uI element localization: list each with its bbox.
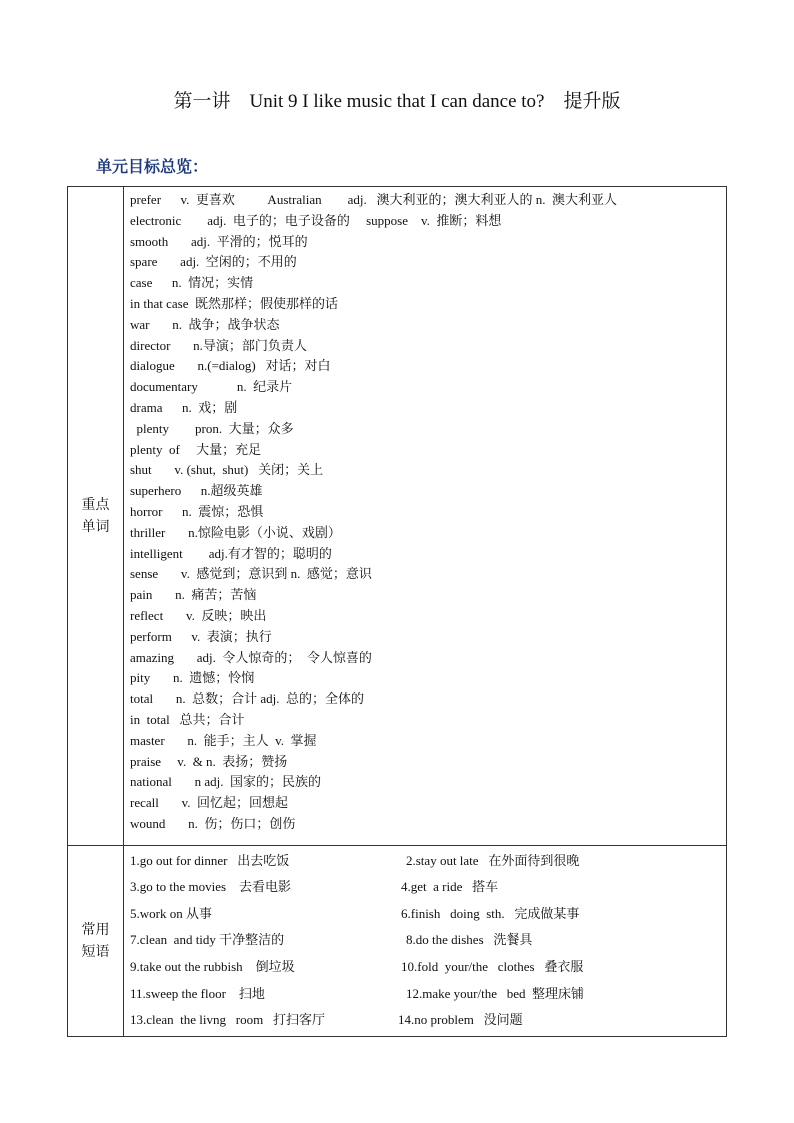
phrase-label: 常用 短语 xyxy=(68,845,124,1036)
vocab-entry: spare adj. 空闲的；不用的 xyxy=(130,254,297,270)
vocab-entry: amazing adj. 令人惊奇的； 令人惊喜的 xyxy=(130,649,372,665)
phrase-row-item xyxy=(130,901,726,928)
phrase-entry: 6.finish doing sth. 完成做某事 xyxy=(401,905,580,921)
vocab-entry: recall v. 回忆起；回想起 xyxy=(130,795,289,811)
vocab-entry: dialogue n.(=dialog) 对话；对白 xyxy=(130,358,331,374)
unit-overview-table xyxy=(67,186,727,1037)
vocab-entry: perform v. 表演；执行 xyxy=(130,628,272,644)
vocab-entry: documentary n. 纪录片 xyxy=(130,379,293,395)
phrase-entry: 7.clean and tidy 干净整洁的 xyxy=(130,932,285,948)
section-heading: 单元目标总览： xyxy=(96,157,209,176)
phrase-row-item xyxy=(130,954,726,981)
phrase-entry: 1.go out for dinner 出去吃饭 xyxy=(130,852,290,868)
phrase-entry: 10.fold your/the clothes 叠衣服 xyxy=(401,959,584,975)
phrase-row-item xyxy=(130,848,726,875)
vocab-entry: director n.导演；部门负责人 xyxy=(130,337,307,353)
phrase-list xyxy=(124,846,726,1036)
phrase-entry: 4.get a ride 搭车 xyxy=(401,879,499,895)
phrase-row xyxy=(68,845,727,1036)
vocab-entry: reflect v. 反映；映出 xyxy=(130,607,267,623)
vocab-entry: plenty pron. 大量；众多 xyxy=(130,420,294,436)
vocab-entry: in total 总共；合计 xyxy=(130,711,245,727)
vocab-entry: wound n. 伤；伤口；创伤 xyxy=(130,815,296,831)
vocab-entry: drama n. 戏；剧 xyxy=(130,399,238,415)
phrase-entry: 3.go to the movies 去看电影 xyxy=(130,879,292,895)
vocab-entry: in that case 既然那样；假使那样的话 xyxy=(130,295,338,311)
vocab-entry: electronic adj. 电子的；电子设备的 suppose v. 推断；料想 xyxy=(130,212,502,228)
phrase-row-item xyxy=(130,927,726,954)
vocab-label: 重点 单词 xyxy=(68,187,124,846)
phrase-entry: 12.make your/the bed 整理床铺 xyxy=(406,985,584,1001)
vocab-entry: praise v. & n. 表扬；赞扬 xyxy=(130,753,288,769)
phrase-row-item xyxy=(130,981,726,1008)
vocab-entry: horror n. 震惊；恐惧 xyxy=(130,503,264,519)
vocab-entry: prefer v. 更喜欢 Australian adj. 澳大利亚的；澳大利亚人的 n. 澳大利亚人 xyxy=(130,192,617,207)
vocab-entry: superhero n.超级英雄 xyxy=(130,483,263,499)
vocab-entry: plenty of 大量；充足 xyxy=(130,441,262,457)
phrase-entry: 11.sweep the floor 扫地 xyxy=(130,985,265,1001)
vocab-entry: intelligent adj.有才智的；聪明的 xyxy=(130,545,332,561)
vocab-row xyxy=(68,187,727,846)
phrase-entry: 13.clean the livng room 打扫客厅 xyxy=(130,1012,325,1028)
vocab-entry: smooth adj. 平滑的；悦耳的 xyxy=(130,233,308,249)
vocab-entry: case n. 情况；实情 xyxy=(130,275,254,291)
phrase-entry: 5.work on 从事 xyxy=(130,905,212,921)
phrase-list-cell xyxy=(124,845,727,1036)
vocab-entry: total n. 总数；合计 adj. 总的；全体的 xyxy=(130,691,364,707)
vocab-entry: pity n. 遗憾；怜悯 xyxy=(130,670,255,686)
vocab-list-cell xyxy=(124,187,727,846)
vocab-entry: war n. 战争；战争状态 xyxy=(130,316,280,332)
page-title: 第一讲 Unit 9 I like music that I can dance to? 提升版 xyxy=(173,91,621,112)
vocab-entry: shut v. (shut, shut) 关闭；关上 xyxy=(130,462,324,478)
phrase-entry: 9.take out the rubbish 倒垃圾 xyxy=(130,959,295,975)
phrase-entry: 2.stay out late 在外面待到很晚 xyxy=(406,852,580,868)
vocab-entry: national n adj. 国家的；民族的 xyxy=(130,774,322,790)
vocab-entry: thriller n.惊险电影（小说、戏剧） xyxy=(130,524,341,540)
phrase-row-item xyxy=(130,1007,726,1034)
vocab-entry: master n. 能手；主人 v. 掌握 xyxy=(130,732,317,748)
vocab-list xyxy=(124,187,726,845)
phrase-row-item xyxy=(130,874,726,901)
phrase-entry: 8.do the dishes 洗餐具 xyxy=(406,932,533,948)
vocab-entry: sense v. 感觉到；意识到 n. 感觉；意识 xyxy=(130,566,372,582)
phrase-entry: 14.no problem 没问题 xyxy=(398,1012,523,1028)
vocab-entry: pain n. 痛苦；苦恼 xyxy=(130,587,257,603)
